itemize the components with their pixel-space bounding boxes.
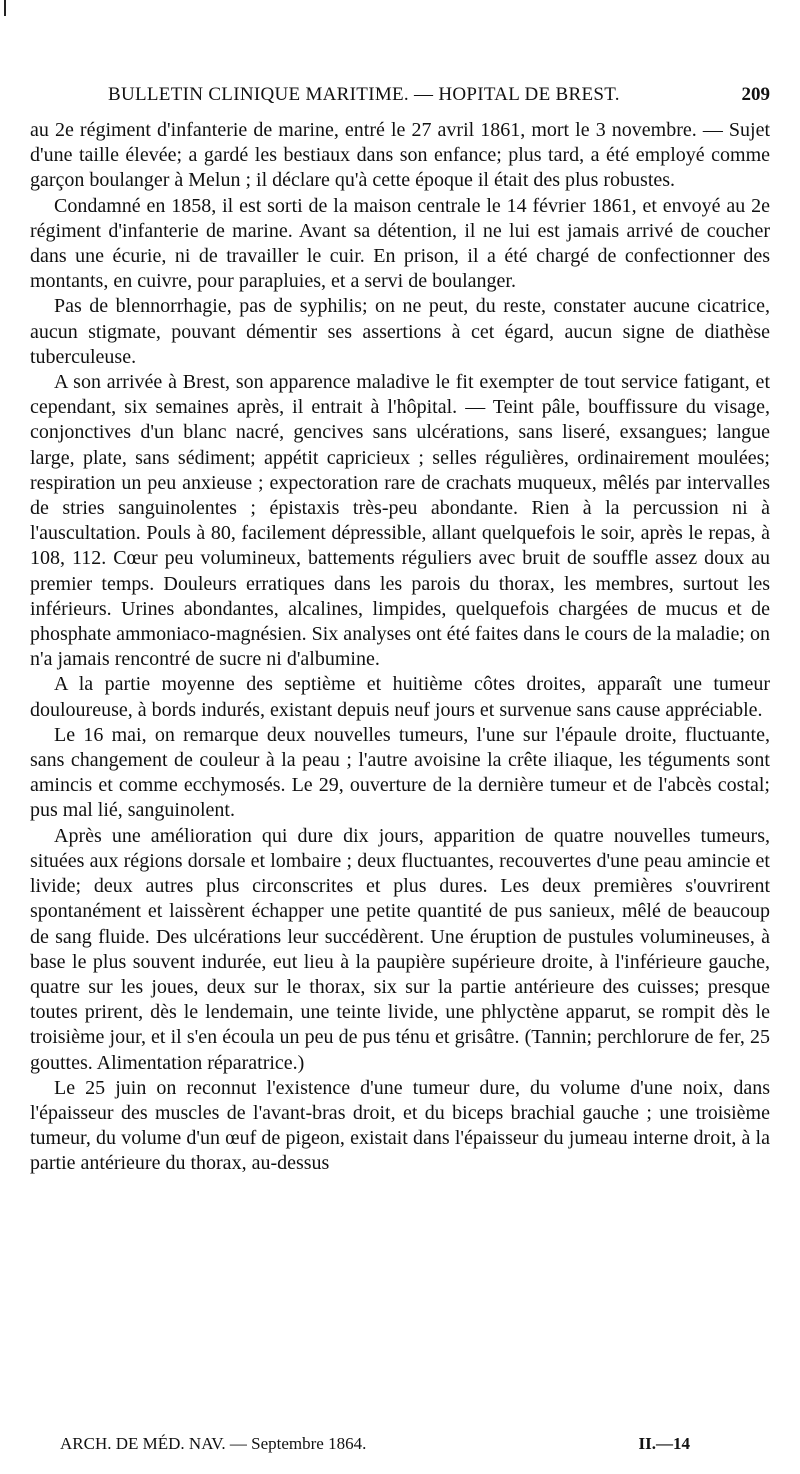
paragraph: au 2e régiment d'infanterie de marine, entré le 27 avril 1861, mort le 3 novembre. — Sujet d'une taille élevée; a gardé les bestiaux dans son enfance; plus tard, a été employé comme garçon boulanger à Melun ; il déclare qu'à cette époque il était des plus robustes.: [30, 119, 770, 192]
paragraph: Le 16 mai, on remarque deux nouvelles tumeurs, l'une sur l'épaule droite, fluctuante, sans changement de couleur à la peau ; l'autre avoisine la crête iliaque, les téguments sont amincis et comme ecchymosés. Le 29, ouverture de la dernière tumeur et de l'abcès costal; pus mal lié, sanguinolent.: [30, 723, 770, 822]
page-footer: [60, 1434, 770, 1458]
page-number: 209: [741, 84, 770, 105]
paragraph: Pas de blennorrhagie, pas de syphilis; on ne peut, du reste, constater aucune cicatrice, aucun stigmate, pouvant démentir ses assertions à cet égard, aucun signe de diathèse tuberculeuse.: [30, 295, 770, 368]
footer-journal: ARCH. DE MÉD. NAV. — Septembre 1864.: [60, 1434, 367, 1453]
paragraph: Condamné en 1858, il est sorti de la maison centrale le 14 février 1861, et envoyé au 2e régiment d'infanterie de marine. Avant sa détention, il ne lui est jamais arrivé de coucher dans une écurie, ni de travailler le cuir. En prison, il a été chargé de confectionner des montants, en cuivre, pour parapluies, et a servi de boulanger.: [30, 194, 770, 293]
paragraph: Le 25 juin on reconnut l'existence d'une tumeur dure, du volume d'une noix, dans l'épaisseur des muscles de l'avant-bras droit, et du biceps brachial gauche ; une troisième tumeur, du volume d'un œuf de pigeon, existait dans l'épaisseur du jumeau interne droit, à la partie antérieure du thorax, au-dessus: [30, 1076, 770, 1175]
paragraph: A la partie moyenne des septième et huitième côtes droites, apparaît une tumeur douloureuse, à bords indurés, existant depuis neuf jours et survenue sans cause appréciable.: [30, 673, 770, 721]
paragraph: A son arrivée à Brest, son apparence maladive le fit exempter de tout service fatigant, et cependant, six semaines après, il entrait à l'hôpital. — Teint pâle, bouffissure du visage, conjonctives d'un blanc nacré, gencives sans ulcérations, sans liseré, exsangues; langue large, plate, sans sédiment; appétit capricieux ; selles régulières, ordinairement moulées; respiration un peu anxieuse ; expectoration rare de crachats muqueux, mêlés par intervalles de stries sanguinolentes ; épistaxis très-peu abondante. Rien à la percussion ni à l'auscultation. Pouls à 80, facilement dépressible, allant quelquefois le soir, après le repas, à 108, 112. Cœur peu volumineux, battements réguliers avec bruit de souffle assez doux au premier temps. Douleurs erratiques dans les parois du thorax, les membres, surtout les inférieurs. Urines abondantes, alcalines, limpides, quelquefois chargées de mucus et de phosphate ammoniaco-magnésien. Six analyses ont été faites dans le cours de la maladie; on n'a jamais rencontré de sucre ni d'albumine.: [30, 371, 770, 671]
header-title: BULLETIN CLINIQUE MARITIME. — HOPITAL DE BREST.: [108, 84, 620, 105]
scan-edge-mark: [4, 0, 6, 16]
footer-signature: II.—14: [638, 1434, 690, 1453]
paragraph: Après une amélioration qui dure dix jours, apparition de quatre nouvelles tumeurs, situées aux régions dorsale et lombaire ; deux fluctuantes, recouvertes d'une peau amincie et livide; deux autres plus circonscrites et plus dures. Les deux premières s'ouvrirent spontanément et laissèrent échapper une petite quantité de pus sanieux, mêlé de beaucoup de sang fluide. Des ulcérations leur succédèrent. Une éruption de pustules volumineuses, à base le plus souvent indurée, eut lieu à la paupière supérieure droite, à l'inférieure gauche, quatre sur les joues, deux sur le thorax, six sur la partie antérieure des cuisses; presque toutes prirent, dès le lendemain, une teinte livide, une phlyctène apparut, se rompit dès le troisième jour, et il s'en écoula un peu de pus ténu et grisâtre. (Tannin; perchlorure de fer, 25 gouttes. Alimentation réparatrice.): [30, 824, 770, 1074]
running-header: [60, 84, 770, 114]
body-text: [30, 118, 770, 1177]
